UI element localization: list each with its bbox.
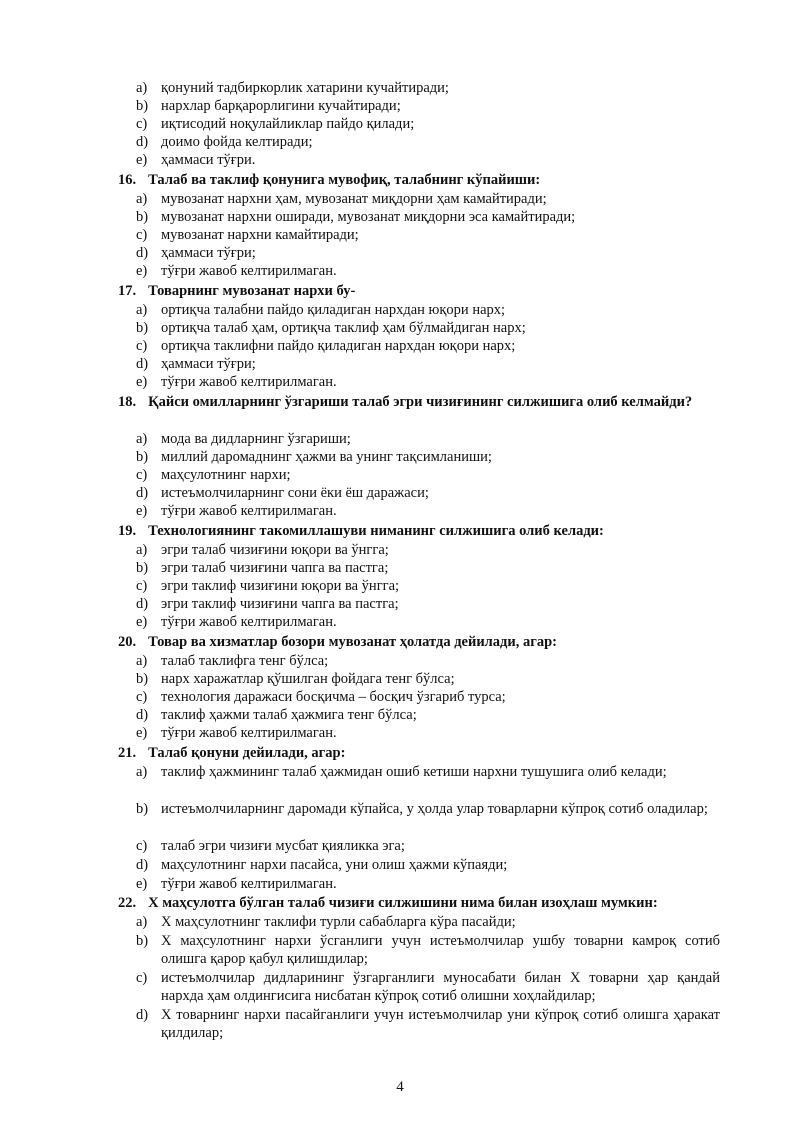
- option-text: ортиқча талабни пайдо қиладиган нархдан юқори нарх;: [161, 302, 506, 318]
- option-text: талаб таклифга тенг бўлса;: [161, 653, 329, 669]
- question-text: Талаб қонуни дейилади, агар:: [148, 745, 346, 761]
- option-letter: c): [136, 689, 148, 705]
- q20-option-d: [136, 706, 720, 724]
- q17-option-c: [136, 337, 720, 355]
- option-text: таклиф ҳажми талаб ҳажмига тенг бўлса;: [161, 707, 417, 723]
- option-letter: e): [136, 503, 148, 519]
- option-text: доимо фойда келтиради;: [161, 134, 313, 150]
- question-number: 16.: [118, 172, 137, 188]
- q19-option-d: [136, 595, 720, 613]
- option-letter: d): [136, 707, 149, 723]
- option-text: эгри таклиф чизиғини чапга ва пастга;: [161, 596, 399, 612]
- option-letter: e): [136, 725, 148, 741]
- option-text: технология даражаси босқичма – босқич ўзгариб турса;: [161, 689, 506, 705]
- q22-option-b: [136, 932, 720, 968]
- q17-option-b: [136, 319, 720, 337]
- q20-option-b: [136, 670, 720, 688]
- option-letter: d): [136, 596, 149, 612]
- option-text: Х маҳсулотнинг нархи ўсганлиги учун истеъмолчилар ушбу товарни камроқ сотиб олишга қарор қабул қилишдилар;: [161, 933, 720, 967]
- option-text: эгри талаб чизиғини юқори ва ўнгга;: [161, 542, 389, 558]
- question-21-title: [118, 744, 345, 762]
- option-text: тўғри жавоб келтирилмаган.: [161, 374, 337, 390]
- option-letter: d): [136, 356, 149, 372]
- q21-option-b: [136, 800, 720, 818]
- question-16-title: [118, 171, 540, 189]
- q16-option-c: [136, 226, 720, 244]
- option-letter: d): [136, 1007, 149, 1023]
- option-letter: c): [136, 467, 148, 483]
- option-text: ҳаммаси тўғри;: [161, 245, 256, 261]
- q22-option-a: [136, 913, 720, 931]
- q21-option-a: [136, 763, 720, 781]
- question-text: Қайси омилларнинг ўзгариши талаб эгри чизиғининг силжишига олиб келмайди?: [148, 394, 693, 410]
- option-text: нархлар барқарорлигини кучайтиради;: [161, 98, 401, 114]
- question-number: 19.: [118, 523, 137, 539]
- q19-option-b: [136, 559, 720, 577]
- question-text: Товар ва хизматлар бозори мувозанат ҳолатда дейилади, агар:: [148, 634, 557, 650]
- option-letter: b): [136, 801, 149, 817]
- q20-option-a: [136, 652, 720, 670]
- option-letter: b): [136, 933, 149, 949]
- option-letter: a): [136, 80, 148, 96]
- option-text: маҳсулотнинг нархи пасайса, уни олиш ҳажми кўпаяди;: [161, 857, 508, 873]
- option-letter: a): [136, 191, 148, 207]
- q16-option-e: [136, 262, 720, 280]
- q21-option-c: [136, 837, 720, 855]
- option-text: тўғри жавоб келтирилмаган.: [161, 876, 337, 892]
- q17-option-e: [136, 373, 720, 391]
- question-text: Товарнинг мувозанат нархи бу-: [148, 283, 356, 299]
- question-number: 18.: [118, 394, 137, 410]
- q18-option-a: [136, 430, 720, 448]
- option-letter: d): [136, 134, 149, 150]
- q16-option-b: [136, 208, 720, 226]
- option-text: иқтисодий ноқулайликлар пайдо қилади;: [161, 116, 415, 132]
- option-letter: d): [136, 485, 149, 501]
- option-text: тўғри жавоб келтирилмаган.: [161, 263, 337, 279]
- q21-option-e: [136, 875, 720, 893]
- question-number: 17.: [118, 283, 137, 299]
- option-letter: c): [136, 227, 148, 243]
- option-text: тўғри жавоб келтирилмаган.: [161, 614, 337, 630]
- option-text: миллий даромаднинг ҳажми ва унинг тақсимланиши;: [161, 449, 492, 465]
- option-letter: c): [136, 338, 148, 354]
- option-text: ҳаммаси тўғри.: [161, 152, 256, 168]
- option-letter: b): [136, 560, 149, 576]
- question-22-title: [118, 894, 658, 912]
- q18-option-c: [136, 466, 720, 484]
- question-text: Х маҳсулотга бўлган талаб чизиғи силжишини нима билан изоҳлаш мумкин:: [148, 895, 658, 911]
- option-letter: d): [136, 245, 149, 261]
- q18-option-d: [136, 484, 720, 502]
- question-17-title: [118, 282, 355, 300]
- q16-option-d: [136, 244, 720, 262]
- option-text: ортиқча талаб ҳам, ортиқча таклиф ҳам бўлмайдиган нарх;: [161, 320, 526, 336]
- question-20-title: [118, 633, 557, 651]
- option-letter: a): [136, 764, 148, 780]
- option-letter: c): [136, 578, 148, 594]
- q15-option-a: [136, 79, 720, 97]
- option-letter: e): [136, 876, 148, 892]
- option-letter: e): [136, 614, 148, 630]
- question-number: 21.: [118, 745, 137, 761]
- option-text: эгри талаб чизиғини чапга ва пастга;: [161, 560, 389, 576]
- q20-option-e: [136, 724, 720, 742]
- option-text: Х товарнинг нархи пасайганлиги учун истеъмолчилар уни кўпроқ сотиб олишга ҳаракат қилдилар;: [161, 1007, 720, 1041]
- q15-option-c: [136, 115, 720, 133]
- option-letter: c): [136, 116, 148, 132]
- option-text: истеъмолчилар дидларининг ўзгарганлиги муносабати билан Х товарни ҳар қандай нархда ҳам олдингисига нисбатан кўпроқ сотиб олишни хоҳлайдилар;: [161, 970, 720, 1004]
- q15-option-b: [136, 97, 720, 115]
- option-letter: b): [136, 449, 149, 465]
- option-text: мувозанат нархни камайтиради;: [161, 227, 359, 243]
- question-text: Технологиянинг такомиллашуви ниманинг силжишига олиб келади:: [148, 523, 604, 539]
- option-text: истеъмолчиларнинг сони ёки ёш даражаси;: [161, 485, 429, 501]
- q21-option-d: [136, 856, 720, 874]
- option-text: истеъмолчиларнинг даромади кўпайса, у ҳолда улар товарларни кўпроқ сотиб оладилар;: [161, 801, 708, 817]
- option-letter: b): [136, 320, 149, 336]
- question-19-title: [118, 522, 604, 540]
- option-text: мода ва дидларнинг ўзгариши;: [161, 431, 351, 447]
- option-text: эгри таклиф чизиғини юқори ва ўнгга;: [161, 578, 400, 594]
- option-letter: c): [136, 838, 148, 854]
- option-letter: a): [136, 653, 148, 669]
- option-text: маҳсулотнинг нархи;: [161, 467, 291, 483]
- option-letter: a): [136, 302, 148, 318]
- option-text: ортиқча таклифни пайдо қиладиган нархдан юқори нарх;: [161, 338, 516, 354]
- option-letter: a): [136, 914, 148, 930]
- q15-option-d: [136, 133, 720, 151]
- option-text: қонуний тадбиркорлик хатарини кучайтиради;: [161, 80, 449, 96]
- option-text: ҳаммаси тўғри;: [161, 356, 256, 372]
- option-letter: e): [136, 152, 148, 168]
- q19-option-c: [136, 577, 720, 595]
- question-18-title: [76, 393, 720, 411]
- option-text: талаб эгри чизиғи мусбат қияликка эга;: [161, 838, 405, 854]
- q19-option-a: [136, 541, 720, 559]
- option-letter: b): [136, 98, 149, 114]
- q16-option-a: [136, 190, 720, 208]
- option-letter: b): [136, 671, 149, 687]
- option-text: Х маҳсулотнинг таклифи турли сабабларга кўра пасайди;: [161, 914, 516, 930]
- q17-option-d: [136, 355, 720, 373]
- option-text: мувозанат нархни оширади, мувозанат миқдорни эса камайтиради;: [161, 209, 576, 225]
- q18-option-b: [136, 448, 720, 466]
- question-number: 22.: [118, 895, 137, 911]
- option-text: таклиф ҳажмининг талаб ҳажмидан ошиб кетиши нархни тушушига олиб келади;: [161, 764, 667, 780]
- option-text: мувозанат нархни ҳам, мувозанат миқдорни ҳам камайтиради;: [161, 191, 547, 207]
- option-letter: e): [136, 374, 148, 390]
- option-letter: b): [136, 209, 149, 225]
- q19-option-e: [136, 613, 720, 631]
- option-letter: a): [136, 431, 148, 447]
- question-text: Талаб ва таклиф қонунига мувофиқ, талабнинг кўпайиши:: [148, 172, 541, 188]
- option-text: тўғри жавоб келтирилмаган.: [161, 503, 337, 519]
- q18-option-e: [136, 502, 720, 520]
- option-text: нарх харажатлар қўшилган фойдага тенг бўлса;: [161, 671, 455, 687]
- q22-option-d: [136, 1006, 720, 1042]
- option-letter: d): [136, 857, 149, 873]
- option-letter: c): [136, 970, 148, 986]
- page-number: 4: [396, 1079, 404, 1095]
- option-letter: e): [136, 263, 148, 279]
- q22-option-c: [136, 969, 720, 1005]
- option-text: тўғри жавоб келтирилмаган.: [161, 725, 337, 741]
- q20-option-c: [136, 688, 720, 706]
- question-number: 20.: [118, 634, 137, 650]
- q15-option-e: [136, 151, 720, 169]
- option-letter: a): [136, 542, 148, 558]
- q17-option-a: [136, 301, 720, 319]
